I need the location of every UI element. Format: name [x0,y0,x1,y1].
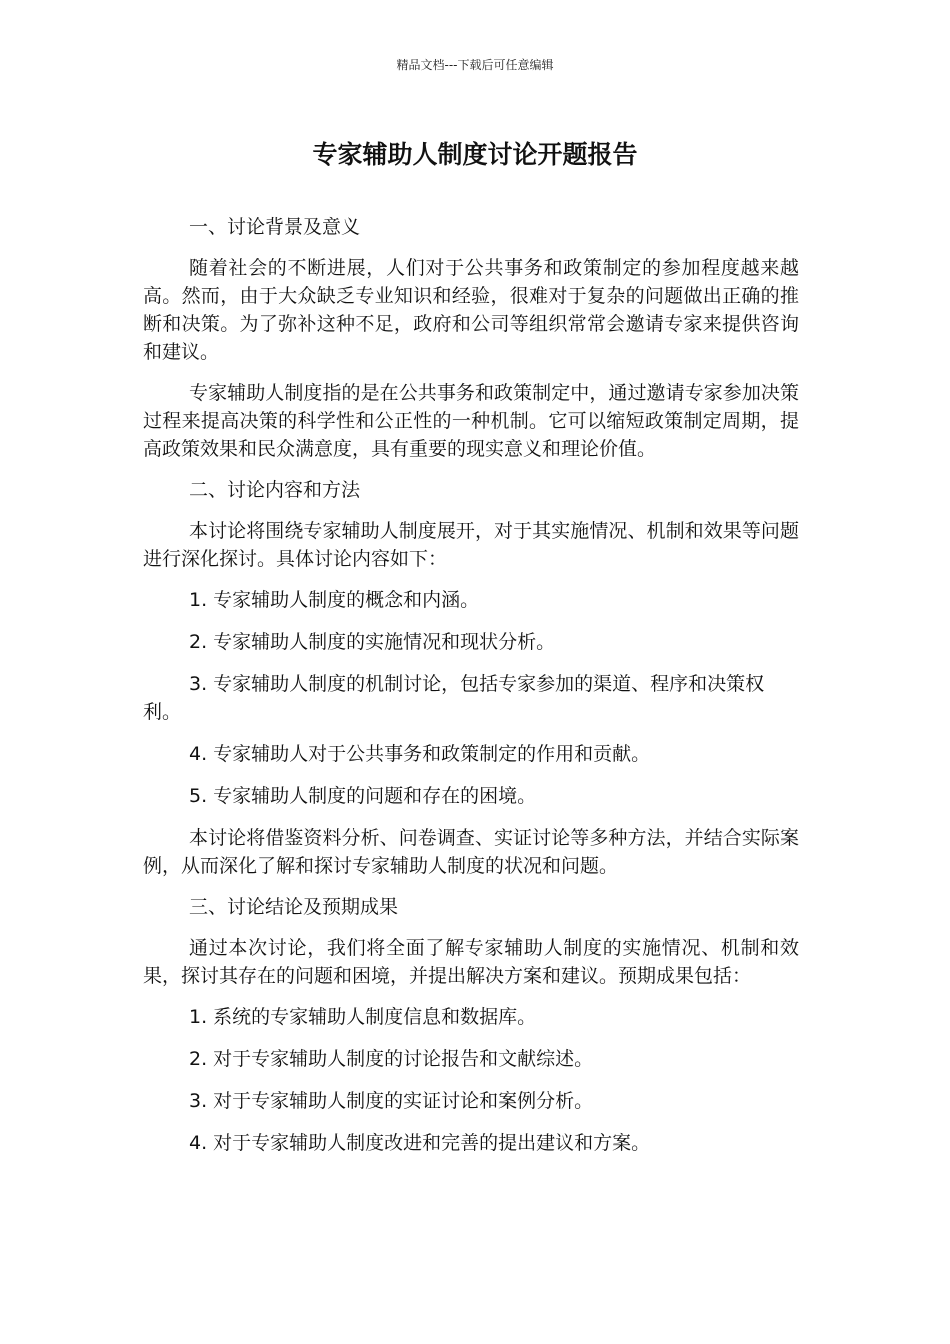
list-item-number: 2. [189,1048,208,1070]
list-item [143,670,799,726]
document-body [143,213,799,1171]
list-item [143,628,799,656]
list-item [143,1129,799,1157]
list-item-text: 专家辅助人制度的问题和存在的困境。 [213,785,537,807]
list-item [143,1003,799,1031]
list-item-number: 1. [189,1006,208,1028]
list-item-number: 4. [189,743,208,765]
list-item-text: 对于专家辅助人制度的讨论报告和文献综述。 [213,1048,594,1070]
list-item-number: 3. [189,1090,208,1112]
list-item-text: 专家辅助人制度的概念和内涵。 [213,589,480,611]
list-item-text: 专家辅助人制度的机制讨论，包括专家参加的渠道、程序和决策权利。 [143,673,765,723]
list-item-text: 专家辅助人对于公共事务和政策制定的作用和贡献。 [213,743,651,765]
section-heading-background: 一、讨论背景及意义 [189,216,361,238]
section-heading-content-methods: 二、讨论内容和方法 [189,479,361,501]
list-item [143,782,799,810]
list-item-number: 3. [189,673,208,695]
list-item-text: 专家辅助人制度的实施情况和现状分析。 [213,631,556,653]
list-item [143,1045,799,1073]
list-item-text: 系统的专家辅助人制度信息和数据库。 [213,1006,537,1028]
list-item [143,586,799,614]
paragraph-definition: 专家辅助人制度指的是在公共事务和政策制定中，通过邀请专家参加决策过程来提高决策的科学性和公正性的一种机制。它可以缩短政策制定周期，提高政策效果和民众满意度，具有重要的现实意义和理论价值。 [143,382,799,460]
paragraph-methods: 本讨论将借鉴资料分析、问卷调查、实证讨论等多种方法，并结合实际案例，从而深化了解和探讨专家辅助人制度的状况和问题。 [143,827,799,877]
paragraph-conclusions-intro: 通过本次讨论，我们将全面了解专家辅助人制度的实施情况、机制和效果，探讨其存在的问题和困境，并提出解决方案和建议。预期成果包括： [143,937,799,987]
list-item-text: 对于专家辅助人制度的实证讨论和案例分析。 [213,1090,594,1112]
list-item-number: 4. [189,1132,208,1154]
list-item-number: 1. [189,589,208,611]
paragraph-background: 随着社会的不断进展，人们对于公共事务和政策制定的参加程度越来越高。然而，由于大众缺乏专业知识和经验，很难对于复杂的问题做出正确的推断和决策。为了弥补这种不足，政府和公司等组织常常会邀请专家来提供咨询和建议。 [143,257,799,363]
list-item-number: 5. [189,785,208,807]
paragraph-content-intro: 本讨论将围绕专家辅助人制度展开，对于其实施情况、机制和效果等问题进行深化探讨。具体讨论内容如下： [143,520,799,570]
page-header: 精品文档---下载后可任意编辑 [396,58,554,72]
list-item-number: 2. [189,631,208,653]
section-heading-conclusions: 三、讨论结论及预期成果 [189,896,399,918]
list-item [143,740,799,768]
list-item-text: 对于专家辅助人制度改进和完善的提出建议和方案。 [213,1132,651,1154]
document-title: 专家辅助人制度讨论开题报告 [312,140,638,169]
list-item [143,1087,799,1115]
